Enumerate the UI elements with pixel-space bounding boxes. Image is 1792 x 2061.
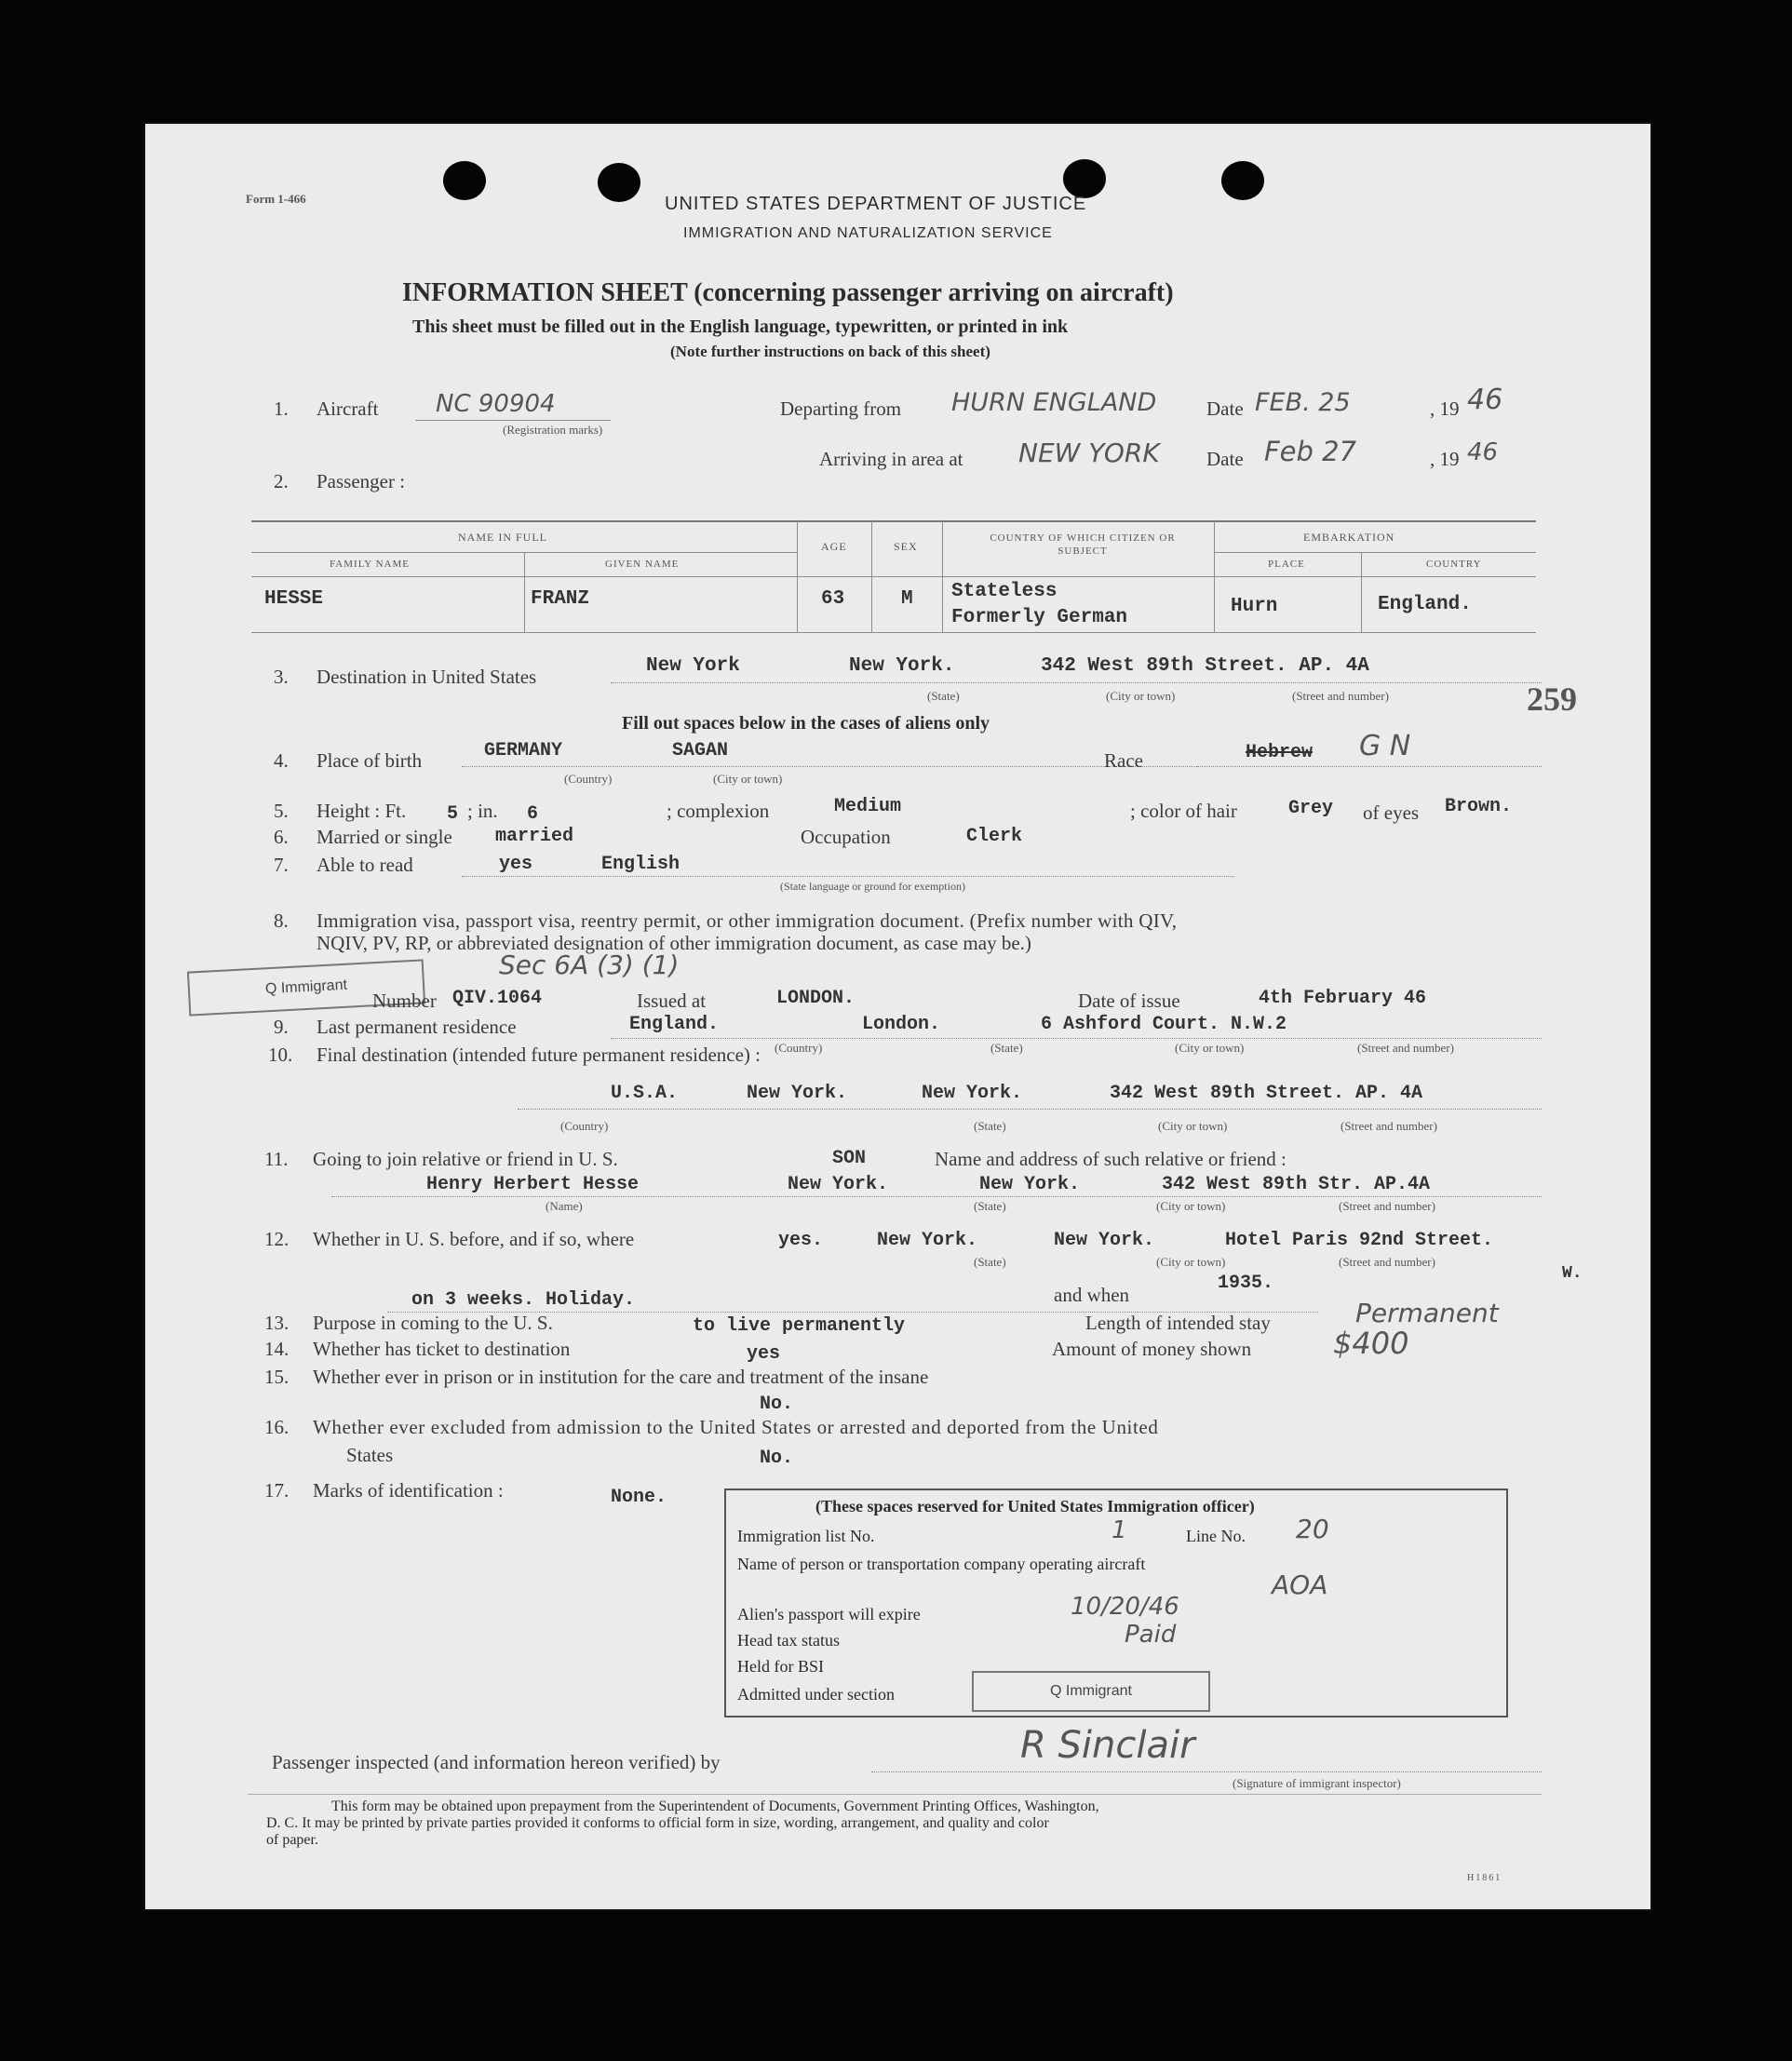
section-stamp: Q Immigrant — [972, 1671, 1210, 1712]
read-label: Able to read — [317, 854, 413, 876]
registration-caption: (Registration marks) — [503, 423, 603, 437]
head-tax-value: Paid — [1125, 1621, 1177, 1649]
punch-hole — [1063, 159, 1106, 198]
cell-family-name: HESSE — [264, 588, 324, 610]
last-residence-state: London. — [862, 1014, 941, 1035]
print-code: H1861 — [1467, 1873, 1502, 1883]
list-no-value: 1 — [1112, 1516, 1127, 1544]
relation-value: SON — [832, 1148, 867, 1169]
departing-year: 46 — [1467, 384, 1503, 416]
previous-visit-city: New York. — [1054, 1230, 1155, 1251]
q5-number: 5. — [274, 800, 289, 822]
head-tax-label: Head tax status — [737, 1631, 840, 1650]
destination-label: Destination in United States — [317, 666, 537, 688]
q14-number: 14. — [264, 1338, 290, 1360]
previous-visit-line2: on 3 weeks. Holiday. — [411, 1289, 636, 1311]
page-number: 259 — [1527, 680, 1577, 718]
relative-street: 342 West 89th Str. AP.4A — [1162, 1174, 1431, 1195]
q8-number: 8. — [274, 909, 289, 932]
line-no-value: 20 — [1296, 1514, 1329, 1544]
visa-number: QIV.1064 — [452, 988, 543, 1009]
destination-street: 342 West 89th Street. AP. 4A — [1041, 655, 1369, 677]
final-destination-label: Final destination (intended future permanent residence) : — [317, 1044, 761, 1066]
line-no-label: Line No. — [1186, 1527, 1246, 1545]
caption-country: (Country) — [775, 1041, 823, 1055]
when-value: 1935. — [1218, 1273, 1274, 1294]
header-sex: SEX — [894, 540, 918, 553]
purpose-label: Purpose in coming to the U. S. — [313, 1312, 553, 1334]
signature-caption: (Signature of immigrant inspector) — [1233, 1776, 1401, 1790]
cell-country: England. — [1378, 594, 1472, 615]
excluded-value: No. — [760, 1448, 794, 1469]
arriving-label: Arriving in area at — [819, 448, 963, 470]
final-street: 342 West 89th Street. AP. 4A — [1110, 1083, 1423, 1104]
departing-date-label: Date — [1206, 397, 1244, 420]
departing-value: HURN ENGLAND — [951, 388, 1157, 417]
header-country-citizen: COUNTRY OF WHICH CITIZEN OR SUBJECT — [990, 532, 1176, 557]
caption-street: (Street and number) — [1339, 1255, 1435, 1269]
q11-number: 11. — [264, 1148, 289, 1170]
ticket-label: Whether has ticket to destination — [313, 1338, 571, 1360]
last-residence-street: 6 Ashford Court. N.W.2 — [1041, 1014, 1287, 1035]
married-label: Married or single — [317, 826, 452, 848]
inspector-signature: R Sinclair — [1020, 1724, 1195, 1767]
header-embarkation: EMBARKATION — [1303, 531, 1395, 544]
cell-citizen-line2: Formerly German — [951, 607, 1128, 628]
relative-name-label: Name and address of such relative or friend : — [935, 1148, 1287, 1170]
state-caption: (State) — [927, 689, 960, 703]
stay-value: Permanent — [1355, 1298, 1499, 1328]
cell-place: Hurn — [1231, 596, 1278, 617]
prison-value: No. — [760, 1394, 794, 1415]
arriving-date-label: Date — [1206, 448, 1244, 470]
q7-number: 7. — [274, 854, 289, 876]
complexion-value: Medium — [834, 796, 902, 817]
previous-visit-street-suffix: W. — [1562, 1264, 1583, 1283]
footer-note-line2: D. C. It may be printed by private parties provided it conforms to official form in size, wording, arrangement, and quality and color — [266, 1815, 1049, 1831]
footer-note-line3: of paper. — [266, 1832, 318, 1848]
q8-text-line2: NQIV, PV, RP, or abbreviated designation of other immigration document, as case may be.) — [317, 932, 1031, 954]
relative-name: Henry Herbert Hesse — [426, 1174, 640, 1195]
money-value: $400 — [1333, 1326, 1409, 1361]
caption-name: (Name) — [546, 1199, 583, 1213]
departing-label: Departing from — [780, 397, 902, 420]
previous-visit-state: New York. — [877, 1230, 978, 1251]
marks-value: None. — [611, 1487, 667, 1508]
header-family-name: FAMILY NAME — [330, 559, 410, 570]
birth-country-caption: (Country) — [564, 772, 613, 786]
excluded-label-line1: Whether ever excluded from admission to the United States or arrested and deported from the United — [313, 1416, 1159, 1438]
passport-expire-value: 10/20/46 — [1071, 1593, 1179, 1621]
eyes-label: of eyes — [1363, 802, 1420, 824]
caption-street: (Street and number) — [1341, 1119, 1437, 1133]
q16-number: 16. — [264, 1416, 290, 1438]
hair-label: ; color of hair — [1130, 800, 1237, 822]
passenger-table — [251, 520, 1536, 632]
destination-city: New York. — [849, 655, 955, 677]
q9-number: 9. — [274, 1016, 289, 1038]
race-note: G N — [1359, 730, 1411, 762]
street-caption: (Street and number) — [1292, 689, 1389, 703]
caption-state: (State) — [974, 1255, 1006, 1269]
caption-street: (Street and number) — [1357, 1041, 1454, 1055]
aircraft-value: NC 90904 — [436, 390, 556, 418]
caption-state: (State) — [974, 1119, 1006, 1133]
occupation-value: Clerk — [966, 826, 1023, 847]
passport-expire-label: Alien's passport will expire — [737, 1605, 921, 1623]
q4-number: 4. — [274, 749, 289, 772]
form-paper — [145, 124, 1651, 1909]
read-language: English — [601, 854, 680, 875]
held-bsi-label: Held for BSI — [737, 1657, 824, 1676]
relative-city: New York. — [979, 1174, 1081, 1195]
inches-label: ; in. — [467, 800, 498, 822]
q17-number: 17. — [264, 1479, 290, 1502]
date-issue-value: 4th February 46 — [1259, 988, 1427, 1009]
height-label: Height : Ft. — [317, 800, 407, 822]
stay-label: Length of intended stay — [1085, 1312, 1271, 1334]
q2-number: 2. — [274, 470, 289, 492]
marks-label: Marks of identification : — [313, 1479, 504, 1502]
cell-given-name: FRANZ — [531, 588, 590, 610]
department-title: UNITED STATES DEPARTMENT OF JUSTICE — [665, 194, 1087, 214]
height-feet: 5 — [447, 803, 459, 825]
issued-at-label: Issued at — [637, 990, 707, 1012]
birth-label: Place of birth — [317, 749, 423, 772]
when-label: and when — [1054, 1284, 1130, 1306]
sheet-title: INFORMATION SHEET (concerning passenger arriving on aircraft) — [402, 278, 1174, 307]
caption-state: (State) — [974, 1199, 1006, 1213]
cell-sex: M — [901, 588, 913, 610]
company-label: Name of person or transportation company operating aircraft — [737, 1555, 1146, 1573]
final-country: U.S.A. — [611, 1083, 679, 1104]
join-relative-label: Going to join relative or friend in U. S. — [313, 1148, 618, 1170]
q12-number: 12. — [264, 1228, 290, 1250]
year-prefix: , 19 — [1430, 397, 1460, 420]
ticket-value: yes — [747, 1343, 781, 1365]
list-no-label: Immigration list No. — [737, 1527, 875, 1545]
immigrant-stamp: Q Immigrant — [187, 959, 425, 1016]
year-prefix: , 19 — [1430, 448, 1460, 470]
q10-number: 10. — [268, 1044, 293, 1066]
instruction-line: This sheet must be filled out in the English language, typewritten, or printed in ink — [412, 317, 1069, 337]
header-age: AGE — [821, 540, 847, 553]
read-caption: (State language or ground for exemption) — [780, 880, 965, 893]
inspected-label: Passenger inspected (and information hereon verified) by — [272, 1751, 721, 1773]
q13-number: 13. — [264, 1312, 290, 1334]
last-residence-label: Last permanent residence — [317, 1016, 517, 1038]
visa-number-label: Number — [372, 990, 437, 1012]
admitted-section-label: Admitted under section — [737, 1685, 895, 1704]
final-state: New York. — [747, 1083, 848, 1104]
footer-note-line1: This form may be obtained upon prepayment from the Superintendent of Documents, Government Printing Offices, Washington, — [331, 1798, 1099, 1814]
purpose-value: to live permanently — [693, 1315, 906, 1337]
q8-handwritten-section: Sec 6A (3) (1) — [499, 950, 680, 980]
height-inches: 6 — [527, 803, 539, 825]
instruction-note: (Note further instructions on back of this sheet) — [670, 343, 990, 360]
race-label: Race — [1104, 749, 1143, 772]
eyes-value: Brown. — [1445, 796, 1513, 817]
header-given-name: GIVEN NAME — [605, 559, 680, 570]
read-value: yes — [499, 854, 533, 875]
punch-hole — [443, 161, 486, 200]
birth-country: GERMANY — [484, 740, 563, 761]
birth-city: SAGAN — [672, 740, 729, 761]
previous-visit-value: yes. — [778, 1230, 824, 1251]
race-value: Hebrew — [1246, 742, 1314, 763]
caption-country: (Country) — [560, 1119, 609, 1133]
caption-street: (Street and number) — [1339, 1199, 1435, 1213]
hair-value: Grey — [1288, 798, 1334, 819]
q1-number: 1. — [274, 397, 289, 420]
arriving-year: 46 — [1467, 438, 1499, 466]
aircraft-label: Aircraft — [317, 397, 379, 420]
caption-city: (City or town) — [1158, 1119, 1228, 1133]
departing-date: FEB. 25 — [1255, 388, 1351, 417]
money-label: Amount of money shown — [1052, 1338, 1252, 1360]
relative-state: New York. — [788, 1174, 889, 1195]
prison-label: Whether ever in prison or in institution for the care and treatment of the insane — [313, 1366, 929, 1388]
city-caption: (City or town) — [1106, 689, 1176, 703]
officer-box-title: (These spaces reserved for United States Immigration officer) — [815, 1497, 1255, 1515]
caption-city: (City or town) — [1175, 1041, 1245, 1055]
q6-number: 6. — [274, 826, 289, 848]
previous-visit-street: Hotel Paris 92nd Street. — [1225, 1230, 1494, 1251]
punch-hole — [598, 163, 640, 202]
header-place: PLACE — [1268, 559, 1305, 570]
birth-city-caption: (City or town) — [713, 772, 783, 786]
arriving-value: NEW YORK — [1018, 438, 1160, 468]
header-name-in-full: NAME IN FULL — [458, 531, 547, 544]
company-value: AOA — [1272, 1569, 1328, 1600]
last-residence-country: England. — [629, 1014, 720, 1035]
issued-at-value: LONDON. — [776, 988, 856, 1009]
occupation-label: Occupation — [801, 826, 891, 848]
header-country: COUNTRY — [1426, 559, 1482, 570]
final-city: New York. — [922, 1083, 1023, 1104]
q15-number: 15. — [264, 1366, 290, 1388]
caption-city: (City or town) — [1156, 1255, 1226, 1269]
form-number: Form 1-466 — [246, 192, 306, 206]
complexion-label: ; complexion — [667, 800, 770, 822]
passenger-label: Passenger : — [317, 470, 406, 492]
excluded-label-line2: States — [346, 1444, 394, 1466]
cell-citizen-line1: Stateless — [951, 581, 1058, 602]
aliens-only-note: Fill out spaces below in the cases of aliens only — [622, 713, 990, 734]
officer-box — [724, 1488, 1508, 1718]
cell-age: 63 — [821, 588, 845, 610]
q3-number: 3. — [274, 666, 289, 688]
previous-visit-label: Whether in U. S. before, and if so, where — [313, 1228, 635, 1250]
punch-hole — [1221, 161, 1264, 200]
married-value: married — [495, 826, 574, 847]
destination-state: New York — [646, 655, 740, 677]
q8-text-line1: Immigration visa, passport visa, reentry permit, or other immigration document. (Prefix number with QIV, — [317, 909, 1178, 932]
service-title: IMMIGRATION AND NATURALIZATION SERVICE — [683, 225, 1053, 241]
caption-city: (City or town) — [1156, 1199, 1226, 1213]
arriving-date: Feb 27 — [1264, 436, 1357, 467]
caption-state: (State) — [990, 1041, 1023, 1055]
date-issue-label: Date of issue — [1078, 990, 1180, 1012]
